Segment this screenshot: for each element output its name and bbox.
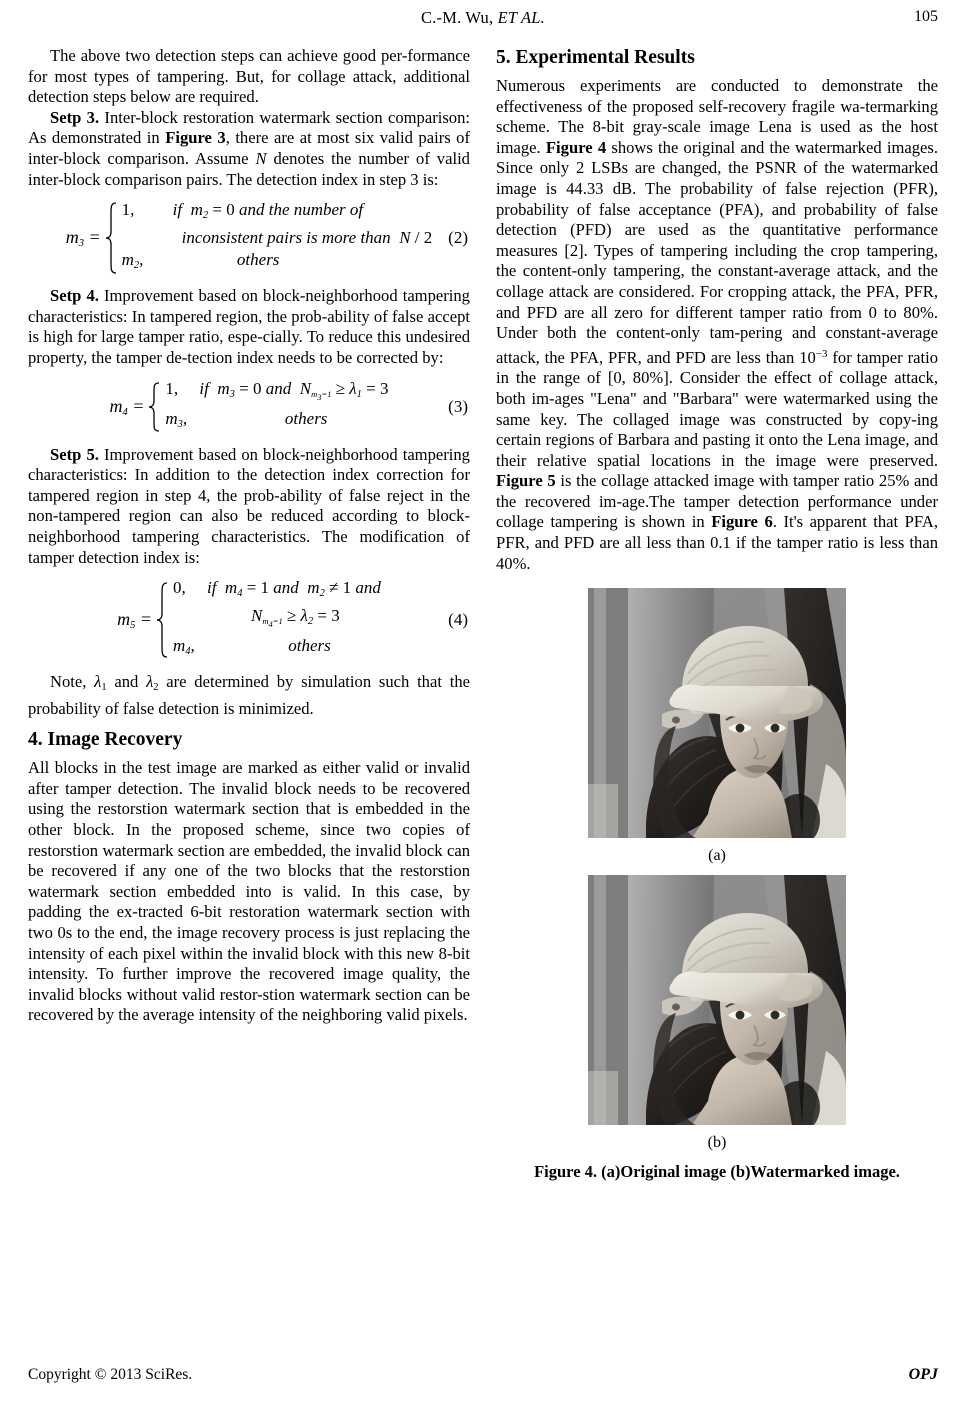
paragraph-setp-3 <box>28 108 470 190</box>
running-head-etal: ET AL. <box>497 8 546 27</box>
equation-2 <box>28 199 470 277</box>
equation-2-case-2: $m_2$, others <box>121 250 280 272</box>
lambda-1-glyph: λ <box>94 672 102 692</box>
equation-3-brace <box>147 381 161 433</box>
paragraph-note-lambda: Note, $\lambda_1$ and $\lambda_2$ are determined by simulation such that the probability of false detection is minimized. <box>28 672 470 718</box>
setp-4-text: Improvement based on block-neighborhood tampering characteristics: In tampered region, the prob-ability of false accept is high for large tamper ratio, espe-cially. To reduce this undesired property, the tamper de-tection index needs to be corrected by: <box>28 286 470 367</box>
setp-3-label: Setp 3. <box>50 107 100 127</box>
equation-2-brace <box>104 201 118 275</box>
exp-text-d: is the collage attacked image with tamper ratio 25% and the recovered im-age.The tamper detection performance under collage tampering is shown in <box>496 471 938 532</box>
section-heading-image-recovery: 4. Image Recovery <box>28 729 183 751</box>
equation-2-case-1: 1, if $m_2 = 0$ and the number of <box>121 200 364 222</box>
setp-4-label: Setp 4. <box>50 286 99 306</box>
equation-3-case-1: 1, if $m_3 = 0$ and $N_{m_3=1} \ge \lambda_1 = 3$ <box>165 378 389 402</box>
figure-4-caption: Figure 4. (a)Original image (b)Watermarked image. <box>534 1162 900 1182</box>
right-column <box>496 46 938 1182</box>
section-heading-experimental-results: 5. Experimental Results <box>496 47 695 68</box>
setp-5-label: Setp 5. <box>50 444 99 464</box>
figure-5-ref: Figure 5 <box>496 471 556 491</box>
note-text-c: are determined by simulation such that the probability of false detection is minimized. <box>28 672 470 718</box>
copyright-notice: Copyright © 2013 SciRes. <box>28 1366 193 1383</box>
equation-3-case-2: $m_3$, others <box>165 408 328 430</box>
equation-4-cases <box>169 577 381 663</box>
figure-6-ref: Figure 6 <box>711 512 773 532</box>
sub-caption-a: (a) <box>708 847 726 865</box>
equation-4-brace <box>155 581 169 659</box>
power-ten-base: 10 <box>799 347 816 367</box>
exp-text-e: . It's apparent that PFA, PFR, and PFD are all less than 0.1 if the tamper ratio is less than 40%. <box>496 512 939 573</box>
paragraph-experimental-results <box>496 76 938 574</box>
equation-4 <box>28 577 470 663</box>
equation-4-case-1: 0, if $m_4 = 1$ and $m_2 \ne 1$ and <box>172 578 381 600</box>
setp-3-text-a: Inter-block restoration watermark section comparison: As demonstrated in <box>28 107 470 148</box>
exp-text-a: Numerous experiments are conducted to demonstrate the effectiveness of the proposed self-recovery fragile wa-termarking scheme. The 8-bit gray-scale image Lena is used as the host image. <box>496 76 938 157</box>
figure-3-ref: Figure 3 <box>165 128 226 148</box>
paragraph-image-recovery <box>28 758 470 1026</box>
equation-3 <box>28 378 470 436</box>
setp-5-text: Improvement based on block-neighborhood tampering characteristics: In addition to the detection index correction for tampered region in step 4, the prob-ability of false reject in the non-tampered region can also be reduced according to block-neighborhood tampering characteristics. The modification of tamper detection index is: <box>28 444 470 567</box>
setp-3-text-b: , there are at most six valid pairs of inter-block comparison. Assume <box>28 128 470 168</box>
equation-3-lhs: $m_4$ = <box>109 395 145 418</box>
equation-2-cases <box>118 199 433 277</box>
figure-4-ref: Figure 4 <box>545 137 607 157</box>
exp-text-c: for tamper ratio in the range of [0, 80%]. Consider the effect of collage attack, both im-ages "Lena" and "Barbara" were watermarked using the same key. The collaged image was constructed by copy-ing certain regions of Barbara and pasting it onto the Lena image, and their relative spatial locations in the image were preserved. <box>496 347 938 470</box>
equation-3-cases <box>161 378 388 436</box>
figure-4 <box>496 588 938 1182</box>
lena-watermarked-image <box>588 875 846 1125</box>
paragraph-above-detection <box>28 46 470 108</box>
setp-3-text-c: denotes the number of valid inter-block comparison pairs. The detection index in step 3 is: <box>28 148 470 189</box>
paragraph-text: The above two detection steps can achieve good per-formance for most types of tampering. But, for collage attack, additional detection steps below are required. <box>28 46 470 107</box>
equation-2-case-1-cont: inconsistent pairs is more than N / 2 <box>181 228 433 248</box>
note-text-a: Note, <box>50 672 95 692</box>
page-footer <box>28 1366 938 1388</box>
sub-caption-b: (b) <box>707 1134 727 1152</box>
content-area <box>28 46 938 1346</box>
symbol-N: N <box>255 148 267 168</box>
left-column <box>28 46 470 1026</box>
page-number: 105 <box>914 8 938 25</box>
running-head-authors: C.-M. Wu, <box>420 8 498 27</box>
equation-4-case-1-cont: $N_{m_4=1} \ge \lambda_2 = 3$ <box>250 606 340 630</box>
exp-text-b: shows the original and the watermarked images. Since only 2 LSBs are changed, the PSNR of the watermarked image is 44.33 dB. The probability of false rejection (PFR), probability of false acceptance (PFA), and probability of false detection (PFD) are used as the quantitative performance measures [2]. Types of tampering including the crop tampering, the content-only tampering, the constant-average attack, and the collage attack are considered. For cropping attack, the PFA, PFR, and PFD are all zero for different tamper ratio from 0 to 80%. Under both the content-only tam-pering and constant-average attack, the PFA, PFR, and PFD are less than <box>496 137 939 367</box>
running-head-title <box>28 8 938 28</box>
paragraph-setp-4 <box>28 286 470 368</box>
note-text-b: and <box>106 672 147 692</box>
power-ten-exponent: −3 <box>815 347 828 360</box>
equation-4-case-2: $m_4$, others <box>172 636 331 658</box>
paragraph-setp-5 <box>28 445 470 569</box>
journal-abbreviation: OPJ <box>908 1366 938 1383</box>
page-header <box>28 8 938 34</box>
equation-2-number: (2) <box>448 228 468 248</box>
equation-4-number: (4) <box>448 610 468 630</box>
lena-original-image <box>588 588 846 838</box>
lambda-2-glyph: λ <box>146 672 154 692</box>
equation-3-number: (3) <box>448 396 468 416</box>
equation-4-lhs: $m_5$ = <box>117 609 152 632</box>
equation-2-lhs: $m_3$ = <box>65 227 101 250</box>
paragraph-text: All blocks in the test image are marked as either valid or invalid after tamper detection. The invalid block needs to be recovered using the restorstion watermark section that is embedded in the other block. In the proposed scheme, since two copies of restorstion watermark section are embedded, the invalid block can be recovered if any one of the two blocks that the restorstion watermark section embedded into is valid. In this case, by padding the ex-tracted 6-bit restoration watermark section with two 0s to the end, the image recovery process is just replacing the intensity of each pixel within the invalid block with this new 8-bit intensity. To further improve the recovered image quality, the invalid blocks without valid restor-stion watermark section can be recovered by the average intensity of the neighboring valid pixels. <box>28 758 470 1025</box>
